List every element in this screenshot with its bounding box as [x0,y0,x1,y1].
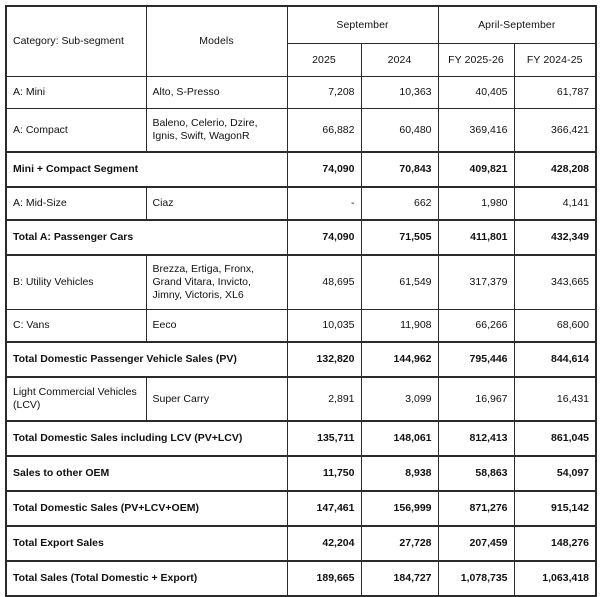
table-row [6,561,596,596]
header-sep-2025: 2025 [287,44,361,77]
cell-fy-2025-26: 207,459 [438,526,514,561]
table-row [6,491,596,526]
vehicle-sales-table [5,5,597,597]
row-category-label: Total Domestic Sales including LCV (PV+LCV) [6,421,287,456]
cell-sep-2025: 66,882 [287,109,361,153]
cell-sep-2024: 11,908 [361,310,438,343]
header-fy-2024-25: FY 2024-25 [514,44,596,77]
cell-fy-2025-26: 317,379 [438,255,514,310]
row-category-label: Total Domestic Sales (PV+LCV+OEM) [6,491,287,526]
cell-sep-2025: 2,891 [287,377,361,421]
table-row [6,310,596,343]
cell-fy-2025-26: 1,078,735 [438,561,514,596]
cell-sep-2024: 156,999 [361,491,438,526]
row-models-label: Baleno, Celerio, Dzire, Ignis, Swift, WagonR [146,109,287,153]
cell-sep-2024: 8,938 [361,456,438,491]
row-category-label: Total A: Passenger Cars [6,220,287,255]
cell-fy-2024-25: 343,665 [514,255,596,310]
cell-fy-2025-26: 411,801 [438,220,514,255]
cell-fy-2024-25: 1,063,418 [514,561,596,596]
header-models: Models [146,6,287,77]
row-models-label: Brezza, Ertiga, Fronx, Grand Vitara, Invicto, Jimny, Victoris, XL6 [146,255,287,310]
cell-sep-2024: 10,363 [361,77,438,109]
table-row [6,109,596,153]
cell-sep-2024: 27,728 [361,526,438,561]
row-category-label: C: Vans [6,310,146,343]
row-category-label: B: Utility Vehicles [6,255,146,310]
table-row [6,456,596,491]
cell-sep-2025: 10,035 [287,310,361,343]
cell-sep-2024: 70,843 [361,152,438,187]
cell-fy-2024-25: 861,045 [514,421,596,456]
cell-sep-2025: 11,750 [287,456,361,491]
cell-sep-2025: 147,461 [287,491,361,526]
row-models-label: Alto, S-Presso [146,77,287,109]
cell-fy-2024-25: 148,276 [514,526,596,561]
cell-sep-2025: 74,090 [287,220,361,255]
cell-fy-2024-25: 54,097 [514,456,596,491]
cell-sep-2025: 7,208 [287,77,361,109]
row-category-label: Total Domestic Passenger Vehicle Sales (PV) [6,342,287,377]
cell-fy-2024-25: 68,600 [514,310,596,343]
cell-sep-2024: 3,099 [361,377,438,421]
row-category-label: Light Commercial Vehicles (LCV) [6,377,146,421]
cell-fy-2025-26: 66,266 [438,310,514,343]
table-row [6,255,596,310]
cell-sep-2025: 48,695 [287,255,361,310]
table-body [6,77,596,597]
row-category-label: Sales to other OEM [6,456,287,491]
cell-sep-2025: 42,204 [287,526,361,561]
table-row [6,342,596,377]
header-sep-2024: 2024 [361,44,438,77]
cell-sep-2024: 662 [361,187,438,220]
table-row [6,220,596,255]
cell-fy-2024-25: 366,421 [514,109,596,153]
cell-fy-2024-25: 432,349 [514,220,596,255]
header-group-april-september: April-September [438,6,596,44]
table-row [6,77,596,109]
cell-fy-2024-25: 16,431 [514,377,596,421]
cell-fy-2024-25: 4,141 [514,187,596,220]
cell-sep-2025: - [287,187,361,220]
row-category-label: Total Export Sales [6,526,287,561]
table-row [6,377,596,421]
header-fy-2025-26: FY 2025-26 [438,44,514,77]
table-row [6,152,596,187]
row-models-label: Eeco [146,310,287,343]
cell-fy-2025-26: 58,863 [438,456,514,491]
cell-fy-2024-25: 915,142 [514,491,596,526]
table-row [6,421,596,456]
sales-table-sheet [5,5,595,597]
header-group-september: September [287,6,438,44]
cell-fy-2025-26: 16,967 [438,377,514,421]
cell-fy-2024-25: 61,787 [514,77,596,109]
cell-fy-2024-25: 844,614 [514,342,596,377]
cell-fy-2024-25: 428,208 [514,152,596,187]
cell-sep-2025: 135,711 [287,421,361,456]
cell-sep-2024: 144,962 [361,342,438,377]
cell-fy-2025-26: 871,276 [438,491,514,526]
cell-sep-2024: 61,549 [361,255,438,310]
table-row [6,187,596,220]
row-category-label: A: Compact [6,109,146,153]
row-category-label: Total Sales (Total Domestic + Export) [6,561,287,596]
cell-fy-2025-26: 812,413 [438,421,514,456]
cell-sep-2025: 132,820 [287,342,361,377]
table-header [6,6,596,77]
cell-fy-2025-26: 40,405 [438,77,514,109]
cell-sep-2025: 74,090 [287,152,361,187]
header-category-sub-segment: Category: Sub-segment [6,6,146,77]
table-row [6,526,596,561]
row-category-label: A: Mid-Size [6,187,146,220]
cell-fy-2025-26: 369,416 [438,109,514,153]
row-models-label: Super Carry [146,377,287,421]
row-models-label: Ciaz [146,187,287,220]
cell-sep-2025: 189,665 [287,561,361,596]
cell-sep-2024: 148,061 [361,421,438,456]
cell-fy-2025-26: 1,980 [438,187,514,220]
row-category-label: A: Mini [6,77,146,109]
cell-fy-2025-26: 795,446 [438,342,514,377]
cell-sep-2024: 184,727 [361,561,438,596]
row-category-label: Mini + Compact Segment [6,152,287,187]
cell-sep-2024: 60,480 [361,109,438,153]
header-row-groups [6,6,596,44]
cell-fy-2025-26: 409,821 [438,152,514,187]
cell-sep-2024: 71,505 [361,220,438,255]
